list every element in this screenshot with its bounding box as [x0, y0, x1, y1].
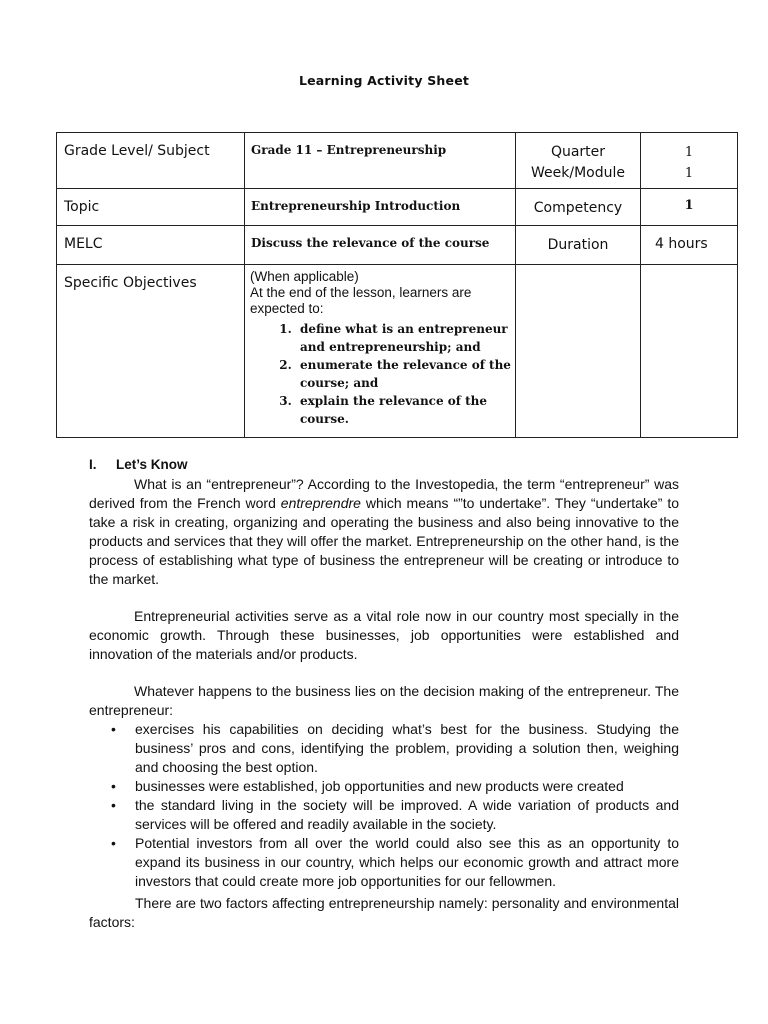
- grade-label: Grade Level/ Subject: [57, 133, 245, 189]
- objectives-note: (When applicable): [250, 269, 359, 284]
- objectives-list: [250, 320, 511, 428]
- quarter-label: Quarter: [550, 144, 606, 160]
- paragraph-intro: [89, 475, 679, 589]
- empty-cell: [641, 265, 738, 438]
- list-item-text: the standard living in the society will be improved. A wide variation of products and services will be offered and readily available in the society.: [135, 797, 679, 832]
- list-item-text: Potential investors from all over the world could also see this as an opportunity to expand its business in our country, which helps our economic growth and attract more investors that could create more job opportunities for our fellowmen.: [135, 835, 679, 889]
- section-heading: [89, 457, 188, 472]
- bullet-icon: •: [111, 721, 116, 737]
- week-module-value: 1: [684, 166, 694, 181]
- table-row: [57, 226, 738, 265]
- list-item: 3. explain the relevance of the course.: [296, 392, 511, 428]
- duration-value: 4 hours: [641, 226, 738, 265]
- paragraph-italic-term: entreprendre: [280, 495, 361, 511]
- paragraph-text: which means “”to undertake”. They “undertake” to take a risk in creating, organizing and operating the business and also being innovative to the products and services that they will offer the market. Entrepreneurship on the other hand, is the process of establishing what type of business the entrepreneur will be creating or introduce to the market.: [89, 495, 679, 587]
- paragraph-activities: Entrepreneurial activities serve as a vital role now in our country most specially in the economic growth. Through these businesses, job opportunities were established and innovation of the materials and/or products.: [89, 608, 679, 662]
- section-title: Let’s Know: [116, 457, 188, 472]
- melc-label: MELC: [57, 226, 245, 265]
- topic-value: Entrepreneurship Introduction: [245, 189, 516, 226]
- bullet-icon: •: [111, 835, 116, 851]
- table-row: [57, 265, 738, 438]
- list-item: [89, 834, 679, 891]
- quarter-week-values: [641, 133, 738, 189]
- list-item-text: exercises his capabilities on deciding what’s best for the business. Studying the business’ pros and cons, identifying the problem, providing a solution then, weighing and choosing the best option.: [135, 721, 679, 775]
- paragraph-text: What is an “entrepreneur”? According to the Investopedia, the term “entrepreneur” was derived from the French word: [89, 476, 679, 511]
- bullet-list: [89, 720, 679, 891]
- bullet-icon: •: [111, 778, 116, 794]
- list-item: 2. enumerate the relevance of the course; and: [296, 356, 511, 392]
- quarter-value: 1: [684, 145, 694, 160]
- competency-value: 1: [641, 189, 738, 226]
- objectives-label: Specific Objectives: [57, 265, 245, 438]
- table-row: [57, 189, 738, 226]
- list-item: [89, 720, 679, 777]
- competency-label: Competency: [516, 189, 641, 226]
- list-item: [89, 777, 679, 796]
- duration-label: Duration: [516, 226, 641, 265]
- bullet-icon: •: [111, 797, 116, 813]
- objectives-cell: [245, 265, 516, 438]
- list-item: 1. define what is an entrepreneur and entrepreneurship; and: [296, 320, 511, 356]
- quarter-week-labels: [516, 133, 641, 189]
- week-module-label: Week/Module: [531, 165, 625, 181]
- topic-label: Topic: [57, 189, 245, 226]
- objectives-intro: At the end of the lesson, learners are expected to:: [250, 285, 472, 316]
- table-row: [57, 133, 738, 189]
- melc-value: Discuss the relevance of the course: [245, 226, 516, 265]
- paragraph-factors: There are two factors affecting entrepreneurship namely: personality and environmental factors:: [89, 895, 679, 930]
- page-title: Learning Activity Sheet: [298, 73, 470, 88]
- empty-cell: [516, 265, 641, 438]
- list-item: [89, 796, 679, 834]
- info-table: [56, 132, 738, 438]
- list-item-text: businesses were established, job opportunities and new products were created: [135, 778, 624, 794]
- grade-value: Grade 11 – Entrepreneurship: [245, 133, 516, 189]
- paragraph-decision: Whatever happens to the business lies on the decision making of the entrepreneur. The entrepreneur:: [89, 683, 679, 718]
- section-numeral: I.: [89, 457, 97, 472]
